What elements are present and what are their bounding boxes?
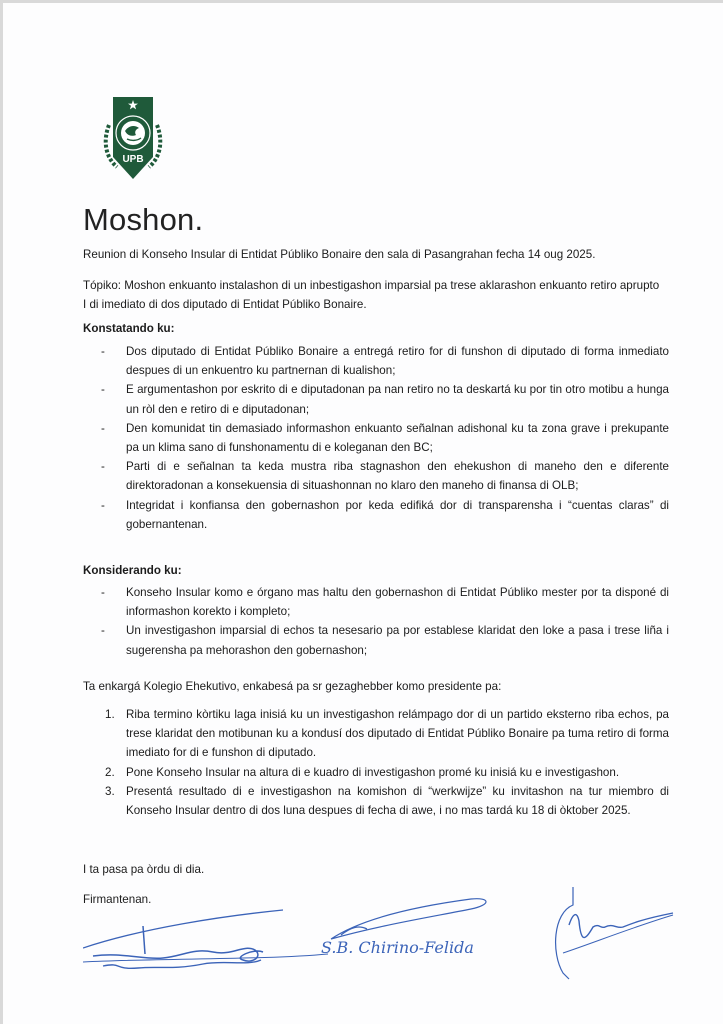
closing-statement: I ta pasa pa òrdu di dia. <box>83 863 205 876</box>
enkarga-list <box>83 705 669 820</box>
upb-party-logo <box>101 95 165 181</box>
enkarga-intro: Ta enkargá Kolegio Ehekutivo, enkabesá pa sr gezaghebber komo presidente pa: <box>83 680 502 693</box>
konstatando-heading: Konstatando ku: <box>83 322 175 335</box>
konstatando-list <box>83 342 669 534</box>
dash-marker: - <box>101 421 105 435</box>
topic-paragraph: Tópiko: Moshon enkuanto instalashon di un inbestigashon imparsial pa trese aklarashon enkuanto retiro aprupto I di imediato di dos diputado di Entidat Públiko Bonaire. <box>83 279 660 311</box>
list-item: - Integridat i konfiansa den gobernashon por keda edifiká dor di transparensha i “cuentas claras” di gobernantenan. <box>83 496 669 534</box>
dash-marker: - <box>101 383 105 397</box>
signature-2 <box>301 895 521 965</box>
number-marker: 3. <box>105 784 115 798</box>
number-marker: 1. <box>105 708 115 721</box>
list-item: - Un investigashon imparsial di echos ta nesesario pa por establese klaridat den loke a pasa i trese liña i sugerensha pa mehorashon den gobernashon; <box>83 621 669 659</box>
konsiderando-heading: Konsiderando ku: <box>83 564 182 577</box>
list-item: - Den komunidat tin demasiado informashon enkuanto señalnan adishonal ku ta zona grave i prekupante pa un klima sano di funshonamentu di e koleganan den BC; <box>83 419 669 457</box>
list-item: - Konseho Insular komo e órgano mas haltu den gobernashon di Entidat Públiko mester por ta disponé di informashon korekto i kompleto; <box>83 583 669 621</box>
number-marker: 2. <box>105 765 115 779</box>
dash-marker: - <box>101 586 105 599</box>
document-title: Moshon. <box>83 202 204 237</box>
list-item: - E argumentashon por eskrito di e diputadonan pa nan retiro no ta deskartá ku por tin otro motibu a hunga un ròl den e retiro di e diputadonan; <box>83 380 669 418</box>
svg-text:S.B. Chirino-Felida: S.B. Chirino-Felida <box>321 938 474 957</box>
dash-marker: - <box>101 498 105 512</box>
list-item: - Dos diputado di Entidat Públiko Bonaire a entregá retiro for di funshon di diputado di forma inmediato despues di un enkuentro ku partnernan di kualishon; <box>83 342 669 380</box>
signature-3 <box>533 883 683 983</box>
dash-marker: - <box>101 460 105 474</box>
dash-marker: - <box>101 345 105 358</box>
dash-marker: - <box>101 624 105 638</box>
signatories-label: Firmantenan. <box>83 893 152 906</box>
logo-label: UPB <box>122 154 144 165</box>
list-item: 2. Pone Konseho Insular na altura di e kuadro di investigashon promé ku inisiá ku e investigashon. <box>83 763 669 782</box>
meeting-info: Reunion di Konseho Insular di Entidat Públiko Bonaire den sala di Pasangrahan fecha 14 oug 2025. <box>83 248 596 261</box>
list-item: - Parti di e señalnan ta keda mustra riba stagnashon den ehekushon di maneho den e diferente direktoradonan a konsekuensia di situashonnan no klaro den maneho di finansa di OLB; <box>83 457 669 495</box>
document-page <box>3 3 723 1024</box>
signature-1 <box>83 908 333 978</box>
list-item: 1. Riba termino kòrtiku laga inisiá ku un investigashon relámpago dor di un partido eksterno riba echos, pa trese klaridat den motibunan ku a kondusí dos diputado di Entidat Públiko Bonaire pa tuma retiro di forma imediato for di e funshon di diputado. <box>83 705 669 763</box>
konsiderando-list <box>83 583 669 660</box>
list-item: 3. Presentá resultado di e investigashon na komishon di “werkwijze” ku invitashon na tur miembro di Konseho Insular dentro di dos luna despues di fecha di awe, i no mas tardá ku 18 di òktober 2025. <box>83 782 669 820</box>
